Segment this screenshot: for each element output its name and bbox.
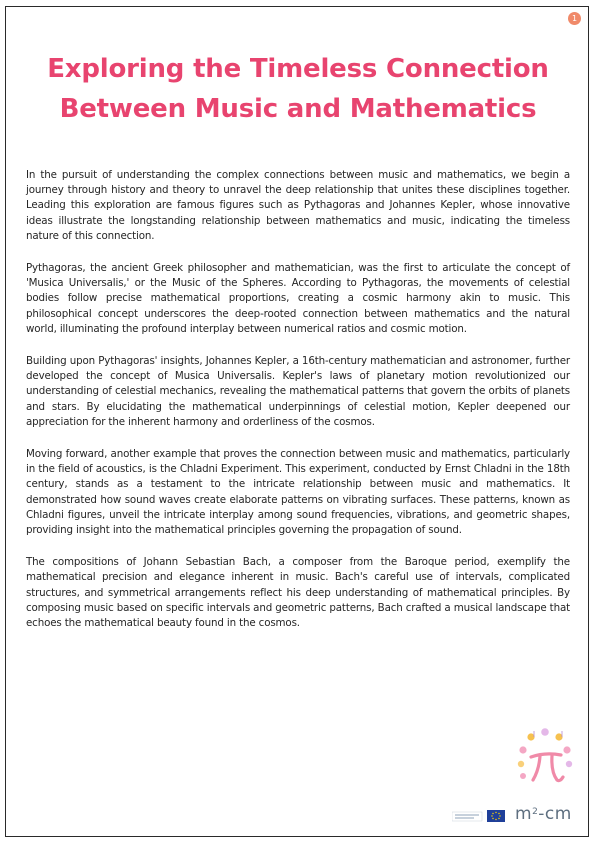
title-line-1: Exploring the Timeless Connection	[47, 54, 549, 84]
brand-tail: -cm	[538, 804, 572, 824]
paragraph-intro: In the pursuit of understanding the complex connections between music and mathematics, we begin a journey through history and theory to unravel the deep relationship that unites these disciplines together. Leading this exploration are famous figures such as Pythagoras and Johannes Kepler, whose innovative ideas illustrate the longstanding relationship between mathematics and music, indicating the timeless nature of this connection.	[26, 169, 570, 242]
pi-notes-icon	[509, 724, 581, 800]
title-line-2: Between Music and Mathematics	[59, 94, 537, 124]
brand-superscript: 2	[532, 807, 539, 817]
eu-flag-icon	[452, 809, 506, 823]
brand-wordmark	[515, 803, 572, 825]
paragraph-chladni: Moving forward, another example that proves the connection between music and mathematics, particularly in the field of acoustics, is the Chladni Experiment. This experiment, conducted by Ernst Chladni in the 18th century, stands as a testament to the intricate relationship between music and mathematics. It demonstrated how sound waves create elaborate patterns on vibrating surfaces. These patterns, known as Chladni figures, unveil the intricate interplay among sound frequencies, vibrations, and geometric shapes, providing insight into the mathematical principles governing the propagation of sound.	[26, 448, 570, 537]
paragraph-bach: The compositions of Johann Sebastian Bach, a composer from the Baroque period, exemplify the mathematical precision and elegance inherent in music. Bach's careful use of intervals, complicated structures, and symmetrical arrangements reflect his deep understanding of mathematical principles. By composing music based on specific intervals and geometric patterns, Bach crafted a musical landscape that echoes the mathematical beauty found in the cosmos.	[26, 556, 570, 630]
article-body	[26, 168, 570, 648]
paragraph-pythagoras: Pythagoras, the ancient Greek philosopher and mathematician, was the first to articulate the concept of 'Musica Universalis,' or the Music of the Spheres. According to Pythagoras, the movements of celestial bodies follow precise mathematical proportions, creating a cosmic harmony akin to music. This philosophical concept underscores the deep-rooted connection between mathematics and the natural world, illuminating the profound interplay between numerical ratios and cosmic motion.	[26, 262, 570, 335]
paragraph-kepler: Building upon Pythagoras' insights, Johannes Kepler, a 16th-century mathematician and astronomer, further developed the concept of Musica Universalis. Kepler's laws of planetary motion revolutionized our understanding of celestial mechanics, revealing the mathematical patterns that govern the orbits of planets and stars. By elucidating the mathematical underpinnings of celestial motion, Kepler deepened our appreciation for the inherent harmony and orderliness of the cosmos.	[26, 355, 570, 428]
page-number-badge: 1	[568, 12, 581, 25]
page-title	[20, 49, 576, 129]
brand-main: m	[515, 804, 533, 824]
